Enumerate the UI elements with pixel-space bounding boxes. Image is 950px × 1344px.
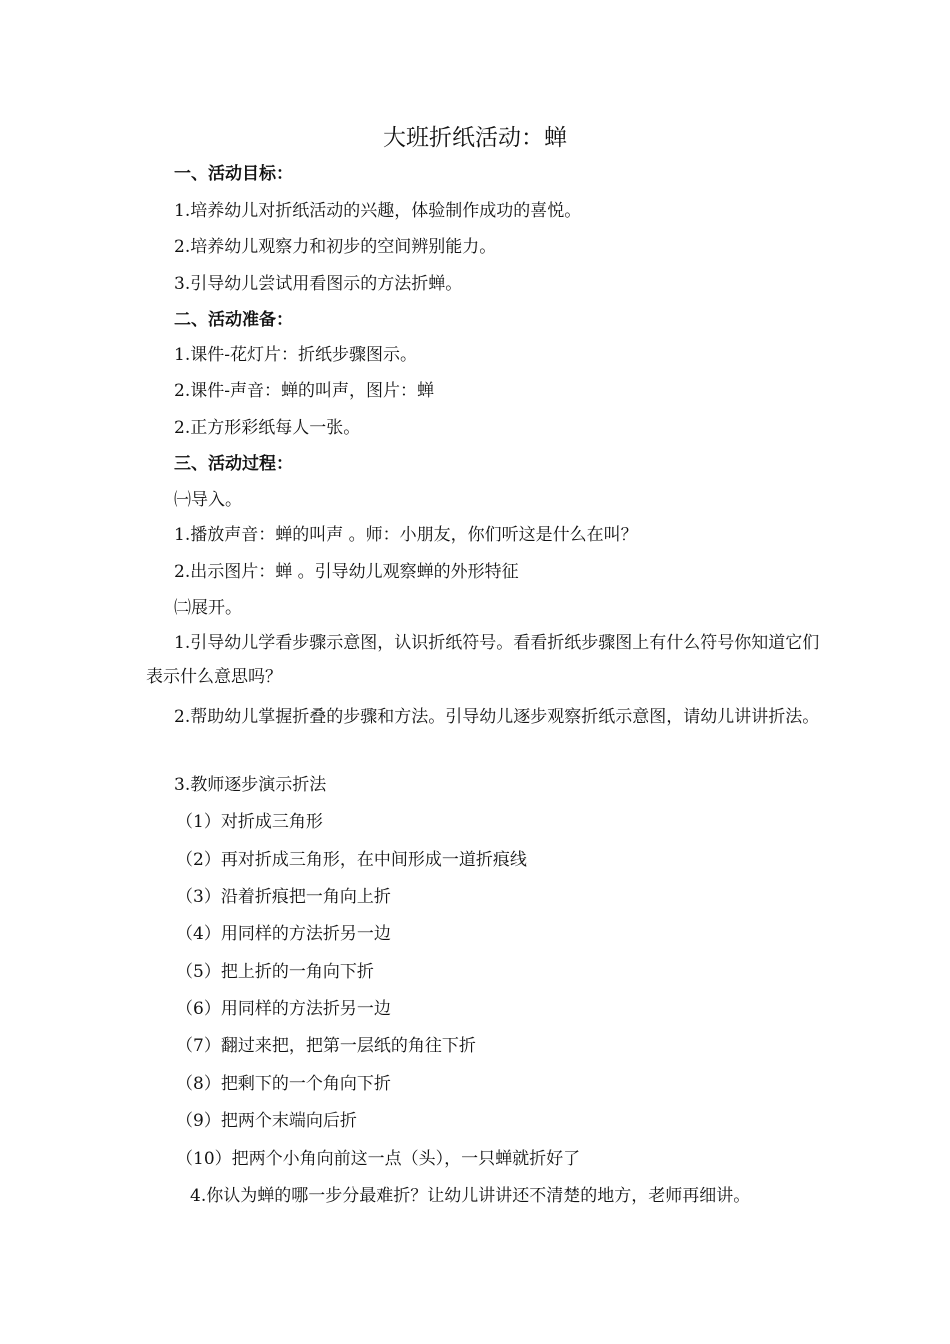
subsection-develop-label: ㈡展开。 [174,598,242,618]
goal-item: 1.培养幼儿对折纸活动的兴趣，体验制作成功的喜悦。 [174,201,582,221]
develop-paragraph-4: 4.你认为蝉的哪一步分最难折？让幼儿讲讲还不清楚的地方，老师再细讲。 [190,1186,751,1206]
fold-step: （8）把剩下的一个角向下折 [176,1074,391,1094]
prep-item: 2.正方形彩纸每人一张。 [174,418,361,438]
fold-step: （7）翻过来把，把第一层纸的角往下折 [176,1036,476,1056]
page-title: 大班折纸活动：蝉 [383,125,567,151]
fold-step: （6）用同样的方法折另一边 [176,999,391,1019]
develop-paragraph-1: 1.引导幼儿学看步骤示意图，认识折纸符号。看看折纸步骤图上有什么符号你知道它们表示什么意思吗？ [146,633,820,687]
intro-item: 2.出示图片：蝉 。引导幼儿观察蝉的外形特征 [174,562,519,582]
fold-step: （1）对折成三角形 [176,812,323,832]
subsection-intro-label: ㈠导入。 [174,490,242,510]
fold-step: （5）把上折的一角向下折 [176,962,374,982]
prep-item: 1.课件-花灯片：折纸步骤图示。 [174,345,417,365]
fold-step: （3）沿着折痕把一角向上折 [176,887,391,907]
fold-step: （2）再对折成三角形，在中间形成一道折痕线 [176,850,527,870]
section-heading-process: 三、活动过程： [174,454,293,474]
intro-item: 1.播放声音：蝉的叫声 。师：小朋友，你们听这是什么在叫？ [174,525,638,545]
fold-step: （9）把两个末端向后折 [176,1111,357,1131]
develop-paragraph-3: 3.教师逐步演示折法 [174,775,327,795]
goal-item: 2.培养幼儿观察力和初步的空间辨别能力。 [174,237,497,257]
fold-step: （4）用同样的方法折另一边 [176,924,391,944]
develop-paragraph-2: 2.帮助幼儿掌握折叠的步骤和方法。引导幼儿逐步观察折纸示意图，请幼儿讲讲折法。 [174,707,820,727]
goal-item: 3.引导幼儿尝试用看图示的方法折蝉。 [174,274,463,294]
section-heading-goals: 一、活动目标： [174,164,293,184]
prep-item: 2.课件-声音：蝉的叫声，图片：蝉 [174,381,434,401]
section-heading-preparation: 二、活动准备： [174,310,293,330]
fold-step: （10）把两个小角向前这一点（头），一只蝉就折好了 [176,1149,581,1169]
